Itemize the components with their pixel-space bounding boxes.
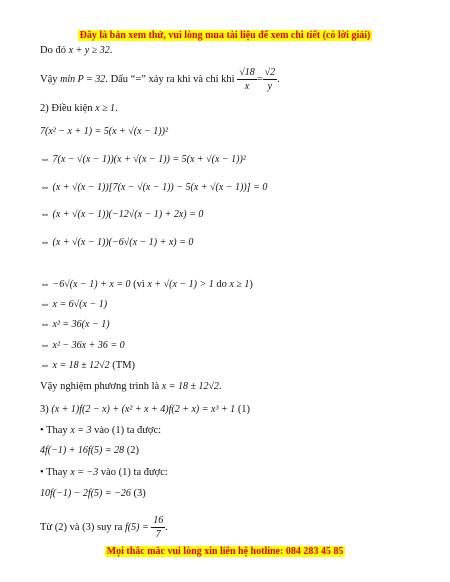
equation-line [40,359,135,372]
text: (2) [124,445,139,456]
math: 4f(−1) + 16f(5) = 28 [40,445,125,456]
line-problem-3 [40,403,250,416]
equation-line: ⇔ (x + √(x − 1))(−6√(x − 1) + x) = 0 [40,237,194,248]
text: 2) Điều kiện [40,103,96,114]
line-result [40,514,168,541]
line-condition [40,102,118,115]
fraction: $\frac{√2}{y}$ [264,67,276,92]
text: (1) [235,404,251,415]
math: x = −3 [70,467,99,478]
equation-line: ⇔ 7(x − √(x − 1))(x + √(x − 1)) = 5(x + √(x − 1))² [40,154,246,165]
text: . [218,381,222,392]
fraction: $\frac{√18}{x}$ [239,67,255,92]
math: x ≥ 1 [229,279,250,290]
line-conclusion-sum [40,44,112,57]
text: Vậy nghiệm phương trình là [40,381,162,392]
header-banner: Đây là bản xem thử, vui lòng mua tài liệu để xem chi tiết (có lời giải) [79,30,371,41]
equation-line: ⇔ x² − 36x + 36 = 0 [40,340,125,351]
math: min P = 32 [60,73,106,85]
math: x + √(x − 1) > 1 [147,279,214,290]
equation-line [40,444,139,457]
math: 10f(−1) − 2f(5) = −26 [40,488,131,499]
footer-banner: Mọi thắc mắc vui lòng xin liên hệ hotline: 084 283 45 85 [106,546,344,557]
text: . [165,521,168,533]
equation-line: 7(x² − x + 1) = 5(x + √(x − 1))² [40,126,168,137]
text: . [277,73,280,85]
math: (x + 1)f(2 − x) + (x² + x + 4)f(2 + x) = x³ + 1 [51,404,236,415]
equation-line [40,278,253,291]
text: (TM) [109,360,136,371]
math: ⇔ x = 18 ± 12√2 [40,360,110,371]
text: . [115,103,118,114]
math: f(5) = [125,521,152,533]
equation-line: ⇔ (x + √(x − 1))[7(x − √(x − 1)) − 5(x + √(x − 1))] = 0 [40,182,268,193]
math: x ≥ 1 [95,103,116,114]
text: do [213,279,230,290]
equation-line: ⇔ x² = 36(x − 1) [40,319,110,330]
math: x + y ≥ 32 [68,45,110,56]
math: x = 3 [70,425,92,436]
text: • Thay [40,425,71,436]
math: ⇔ −6√(x − 1) + x = 0 [40,279,131,290]
line-substitute-3 [40,424,161,437]
text: vào (1) ta được: [91,425,162,436]
text: Do đó [40,45,69,56]
text: Vậy [40,73,61,85]
text: Từ (2) và (3) suy ra [40,521,125,533]
line-substitute-minus-3 [40,466,168,479]
fraction: $\frac{16}{7}$ [153,515,164,540]
text: 3) [40,404,52,415]
text: vào (1) ta được: [98,467,168,478]
text: (3) [130,488,146,499]
equation-line [40,487,146,500]
equation-line: ⇔ x = 6√(x − 1) [40,299,108,310]
text: (vì [130,279,148,290]
text: = [256,73,263,85]
equation-line: ⇔ (x + √(x − 1))(−12√(x − 1) + 2x) = 0 [40,209,204,220]
line-solution [40,380,222,393]
line-min-p [40,66,280,93]
text: • Thay [40,467,71,478]
text: ) [249,279,253,290]
math: x = 18 ± 12√2 [161,381,219,392]
text: . Dấu “=” xảy ra khi và chỉ khi [105,73,238,85]
text: . [109,45,113,56]
